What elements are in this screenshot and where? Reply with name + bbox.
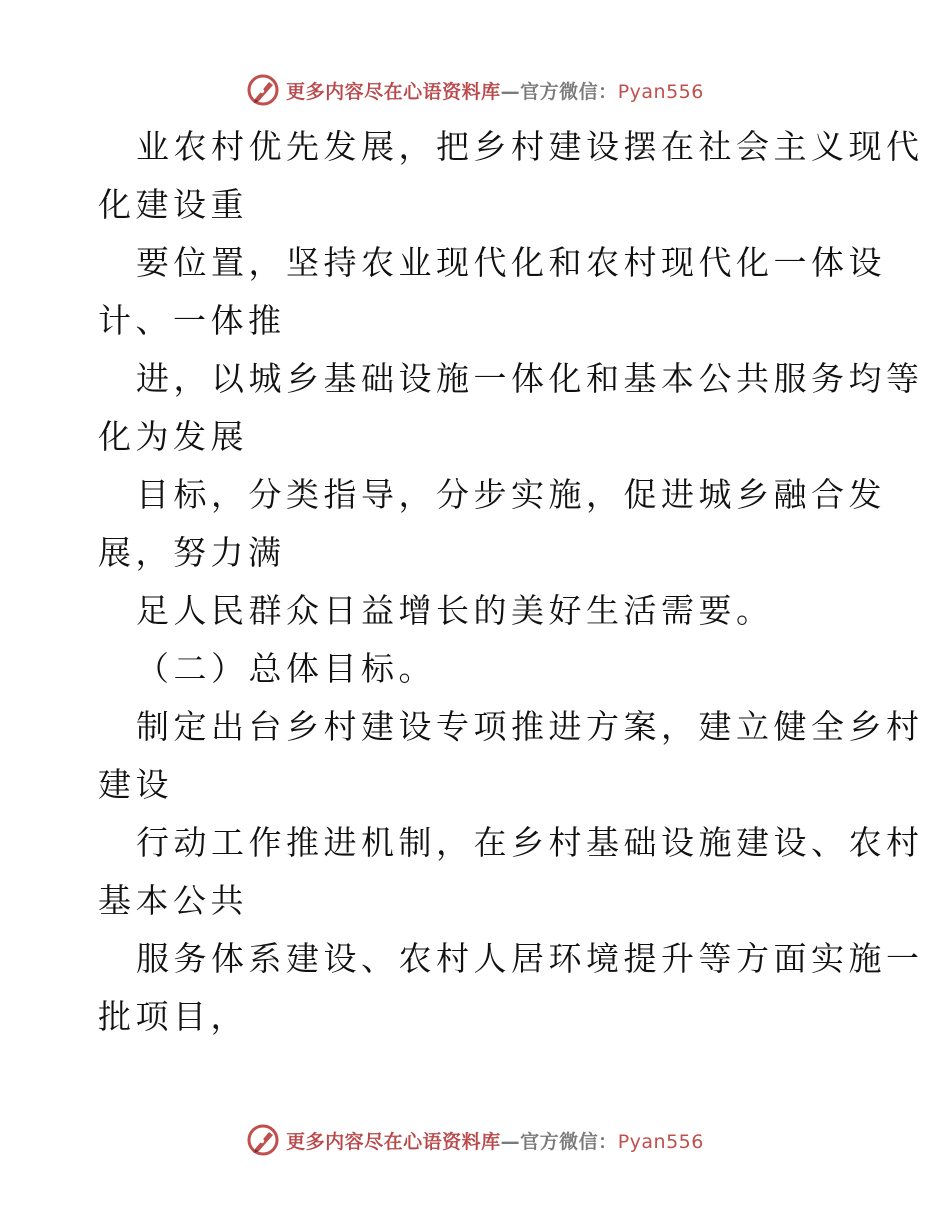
body-line: 展，努力满 <box>98 533 286 572</box>
body-line: 业农村优先发展，把乡村建设摆在社会主义现代 <box>136 127 924 166</box>
footer-contact-text: 官方微信： <box>520 1130 618 1153</box>
body-line: 建设 <box>98 765 173 804</box>
header-banner <box>0 70 950 110</box>
footer-banner-text <box>286 1127 704 1154</box>
body-line: 目标，分类指导，分步实施，促进城乡融合发 <box>136 475 886 514</box>
header-site-text: 更多内容尽在心语资料库 <box>286 80 501 103</box>
header-banner-text <box>286 77 704 104</box>
body-line: 进，以城乡基础设施一体化和基本公共服务均等 <box>136 359 924 398</box>
header-banner-content <box>246 73 704 107</box>
body-line: 行动工作推进机制，在乡村基础设施建设、农村 <box>136 823 924 862</box>
footer-contact-id: Pyan556 <box>617 1130 704 1153</box>
body-line: 化建设重 <box>98 185 248 224</box>
body-line: 批项目， <box>98 997 248 1036</box>
body-line: 计、一体推 <box>98 301 286 340</box>
pen-logo-icon <box>246 73 280 107</box>
body-line: 基本公共 <box>98 881 248 920</box>
body-line: 要位置，坚持农业现代化和农村现代化一体设 <box>136 243 886 282</box>
footer-banner-content <box>246 1123 704 1157</box>
body-line: 制定出台乡村建设专项推进方案，建立健全乡村 <box>136 707 924 746</box>
header-contact-text: 官方微信： <box>520 80 618 103</box>
body-line: 化为发展 <box>98 417 248 456</box>
footer-site-text: 更多内容尽在心语资料库 <box>286 1130 501 1153</box>
header-dash: — <box>500 80 521 103</box>
footer-dash: — <box>500 1130 521 1153</box>
body-line: 足人民群众日益增长的美好生活需要。 <box>136 591 774 630</box>
body-line: 服务体系建设、农村人居环境提升等方面实施一 <box>136 939 924 978</box>
footer-banner <box>0 1120 950 1160</box>
section-heading: （二）总体目标。 <box>136 649 436 688</box>
pen-logo-icon <box>246 1123 280 1157</box>
header-contact-id: Pyan556 <box>617 80 704 103</box>
